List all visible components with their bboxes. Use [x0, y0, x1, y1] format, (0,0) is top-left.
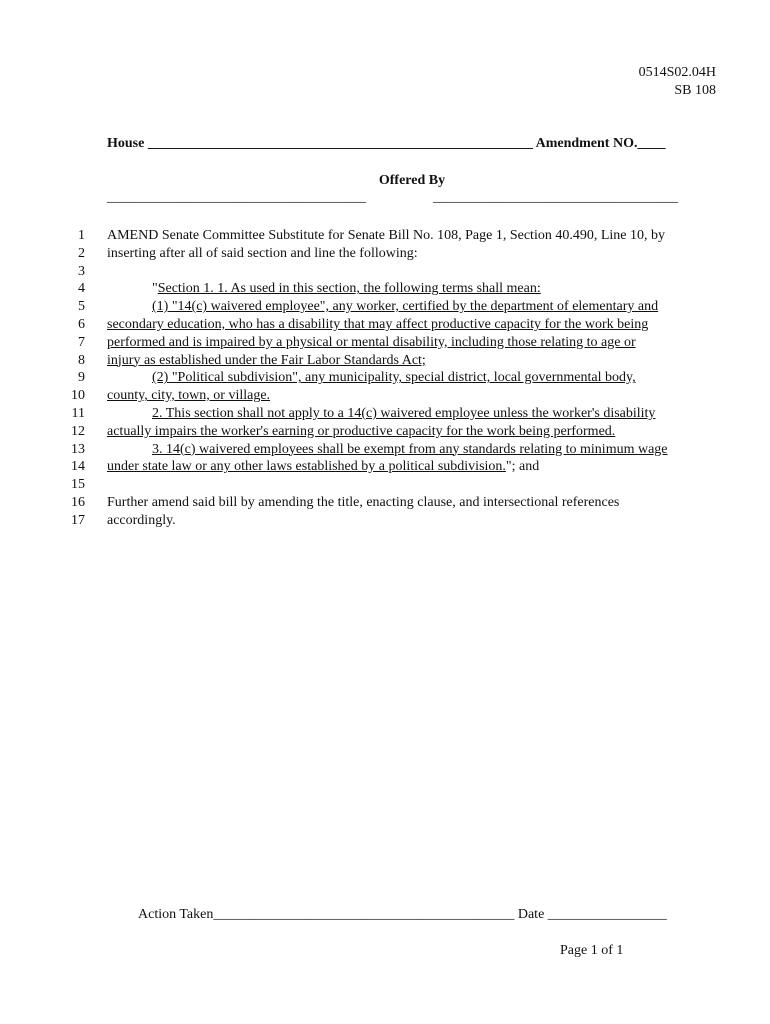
inserted-text: 2. This section shall not apply to a 14(c) waivered employee unless the worker's disability — [152, 405, 656, 421]
body-line — [107, 352, 722, 370]
action-taken-line — [138, 907, 667, 923]
line-number: 10 — [71, 388, 85, 404]
line-numbers — [40, 227, 85, 530]
line-number: 6 — [78, 316, 85, 332]
inserted-text: actually impairs the worker's earning or productive capacity for the work being performed. — [107, 423, 616, 439]
inserted-text: performed and is impaired by a physical or mental disability, including those relating to age or — [107, 334, 636, 350]
body-line — [107, 387, 722, 405]
inserted-text: (1) "14(c) waivered employee", any worker, certified by the department of elementary and — [152, 299, 659, 315]
offered-by-heading: Offered By — [378, 173, 446, 188]
line-tail: "; and — [505, 459, 540, 475]
action-taken-label: Action Taken — [138, 907, 214, 922]
body-line — [107, 441, 722, 459]
line-number: 13 — [71, 441, 85, 457]
inserted-text: county, city, town, or village. — [107, 388, 271, 404]
signature-blank-left: _____________________________________ — [107, 190, 366, 205]
house-amendment-line — [107, 136, 665, 152]
quote-mark: " — [152, 281, 158, 297]
doc-id: 0514S02.04H — [638, 65, 716, 80]
line-number: 9 — [78, 370, 85, 386]
line-number: 17 — [71, 512, 85, 528]
bill-number: SB 108 — [674, 83, 716, 98]
page-number: Page 1 of 1 — [560, 943, 624, 958]
line-number: 7 — [78, 334, 85, 350]
line-number: 4 — [78, 281, 85, 297]
body-line: AMEND Senate Committee Substitute for Senate Bill No. 108, Page 1, Section 40.490, Line 10, by — [107, 228, 665, 243]
inserted-text: under state law or any other laws established by a political subdivision. — [107, 459, 506, 475]
body-line: Further amend said bill by amending the title, enacting clause, and intersectional references — [107, 494, 620, 510]
document-code — [639, 64, 716, 100]
inserted-text: Section 1. 1. As used in this section, the following terms shall mean: — [157, 281, 541, 297]
house-blank: _______________________________________________________ — [147, 136, 533, 151]
body-line — [107, 458, 722, 476]
body-line — [107, 423, 722, 441]
line-number: 5 — [78, 299, 85, 315]
body-line — [107, 334, 722, 352]
signature-blank-right: ___________________________________ — [433, 190, 678, 205]
date-blank: _________________ — [547, 907, 667, 922]
line-number: 2 — [78, 245, 85, 261]
line-number: 11 — [71, 405, 85, 421]
house-label: House — [107, 136, 145, 151]
line-number: 8 — [78, 352, 85, 368]
amendment-body — [107, 227, 722, 530]
body-line: inserting after all of said section and line the following: — [107, 245, 418, 261]
body-line — [107, 280, 722, 298]
body-line — [107, 369, 722, 387]
line-number: 15 — [71, 477, 85, 493]
body-line: accordingly. — [107, 512, 176, 528]
body-line — [107, 316, 722, 334]
body-line — [107, 405, 722, 423]
line-number: 12 — [71, 423, 85, 439]
action-taken-blank: ___________________________________________ — [213, 907, 515, 922]
line-number: 1 — [78, 228, 85, 243]
line-number: 3 — [78, 263, 85, 279]
date-label: Date — [514, 907, 548, 922]
body-line — [107, 476, 722, 494]
inserted-text: (2) "Political subdivision", any municipality, special district, local governmental body, — [152, 370, 636, 386]
inserted-text: secondary education, who has a disability that may affect productive capacity for the work being — [107, 316, 649, 332]
body-line — [107, 263, 722, 281]
amendment-number: Amendment NO.____ — [535, 136, 666, 151]
line-number: 16 — [71, 494, 85, 510]
line-number: 14 — [71, 459, 85, 475]
inserted-text: 3. 14(c) waivered employees shall be exempt from any standards relating to minimum wage — [152, 441, 668, 457]
body-line — [107, 298, 722, 316]
inserted-text: injury as established under the Fair Labor Standards Act; — [107, 352, 426, 368]
